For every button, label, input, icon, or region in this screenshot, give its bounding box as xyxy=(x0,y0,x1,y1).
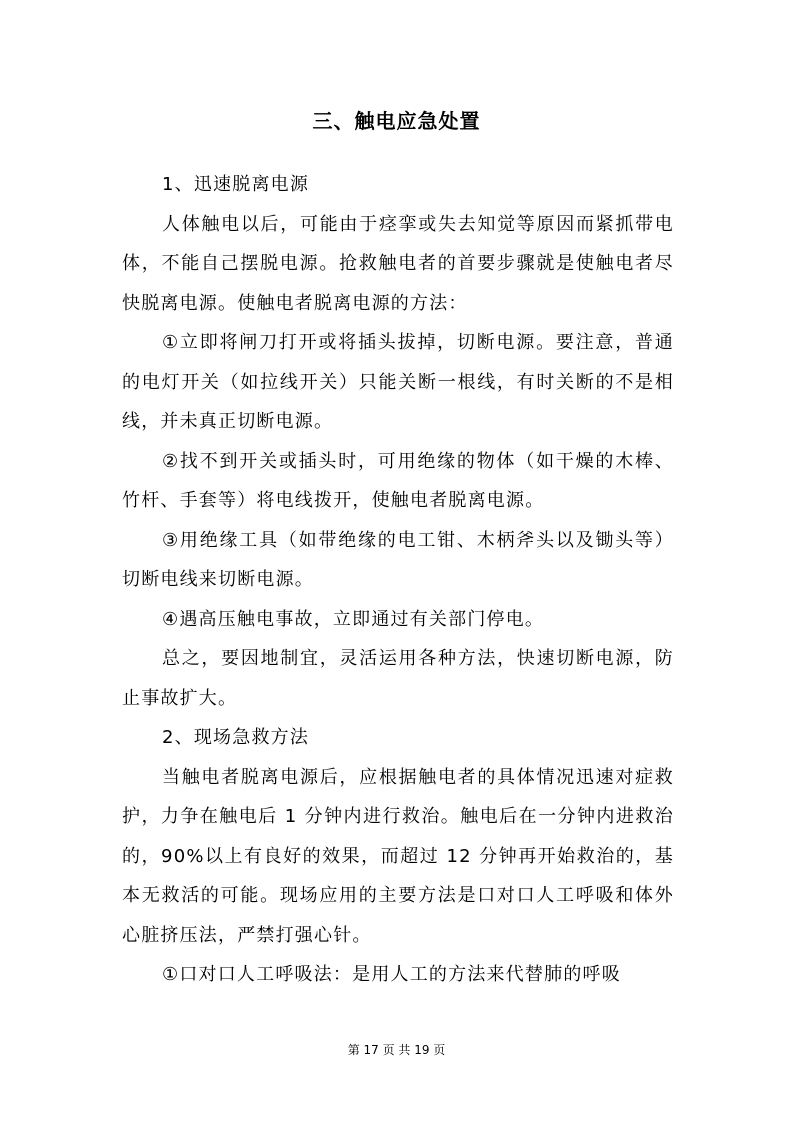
paragraph: ①口对口人工呼吸法：是用人工的方法来代替肺的呼吸 xyxy=(162,964,621,985)
subheading-first-aid: 2、现场急救方法 xyxy=(162,727,310,748)
paragraph: 总之，要因地制宜，灵活运用各种方法，快速切断电源，防止事故扩大。 xyxy=(122,648,674,709)
paragraph: ②找不到开关或插头时，可用绝缘的物体（如干燥的木棒、竹杆、手套等）将电线拨开，使触电者脱离电源。 xyxy=(122,450,674,511)
paragraph: ③用绝缘工具（如带绝缘的电工钳、木柄斧头以及锄头等）切断电线来切断电源。 xyxy=(122,529,674,590)
subheading-escape-power: 1、迅速脱离电源 xyxy=(162,174,310,195)
paragraph: ①立即将闸刀打开或将插头拔掉，切断电源。要注意，普通的电灯开关（如拉线开关）只能关断一根线，有时关断的不是相线，并未真正切断电源。 xyxy=(122,332,674,432)
paragraph: 当触电者脱离电源后，应根据触电者的具体情况迅速对症救护，力争在触电后 1 分钟内进行救治。触电后在一分钟内进救治的，90%以上有良好的效果，而超过 12 分钟再开始救治的，基本无救活的可能。现场应用的主要方法是口对口人工呼吸和体外心脏挤压法，严禁打强心针。 xyxy=(122,766,674,946)
body-text xyxy=(122,165,674,995)
paragraph: 人体触电以后，可能由于痉挛或失去知觉等原因而紧抓带电体，不能自己摆脱电源。抢救触电者的首要步骤就是使触电者尽快脱离电源。使触电者脱离电源的方法： xyxy=(122,213,674,314)
section-title: 三、触电应急处置 xyxy=(312,109,481,133)
page-footer: 第 17 页 共 19 页 xyxy=(347,1043,446,1057)
paragraph: ④遇高压触电事故，立即通过有关部门停电。 xyxy=(162,608,545,630)
